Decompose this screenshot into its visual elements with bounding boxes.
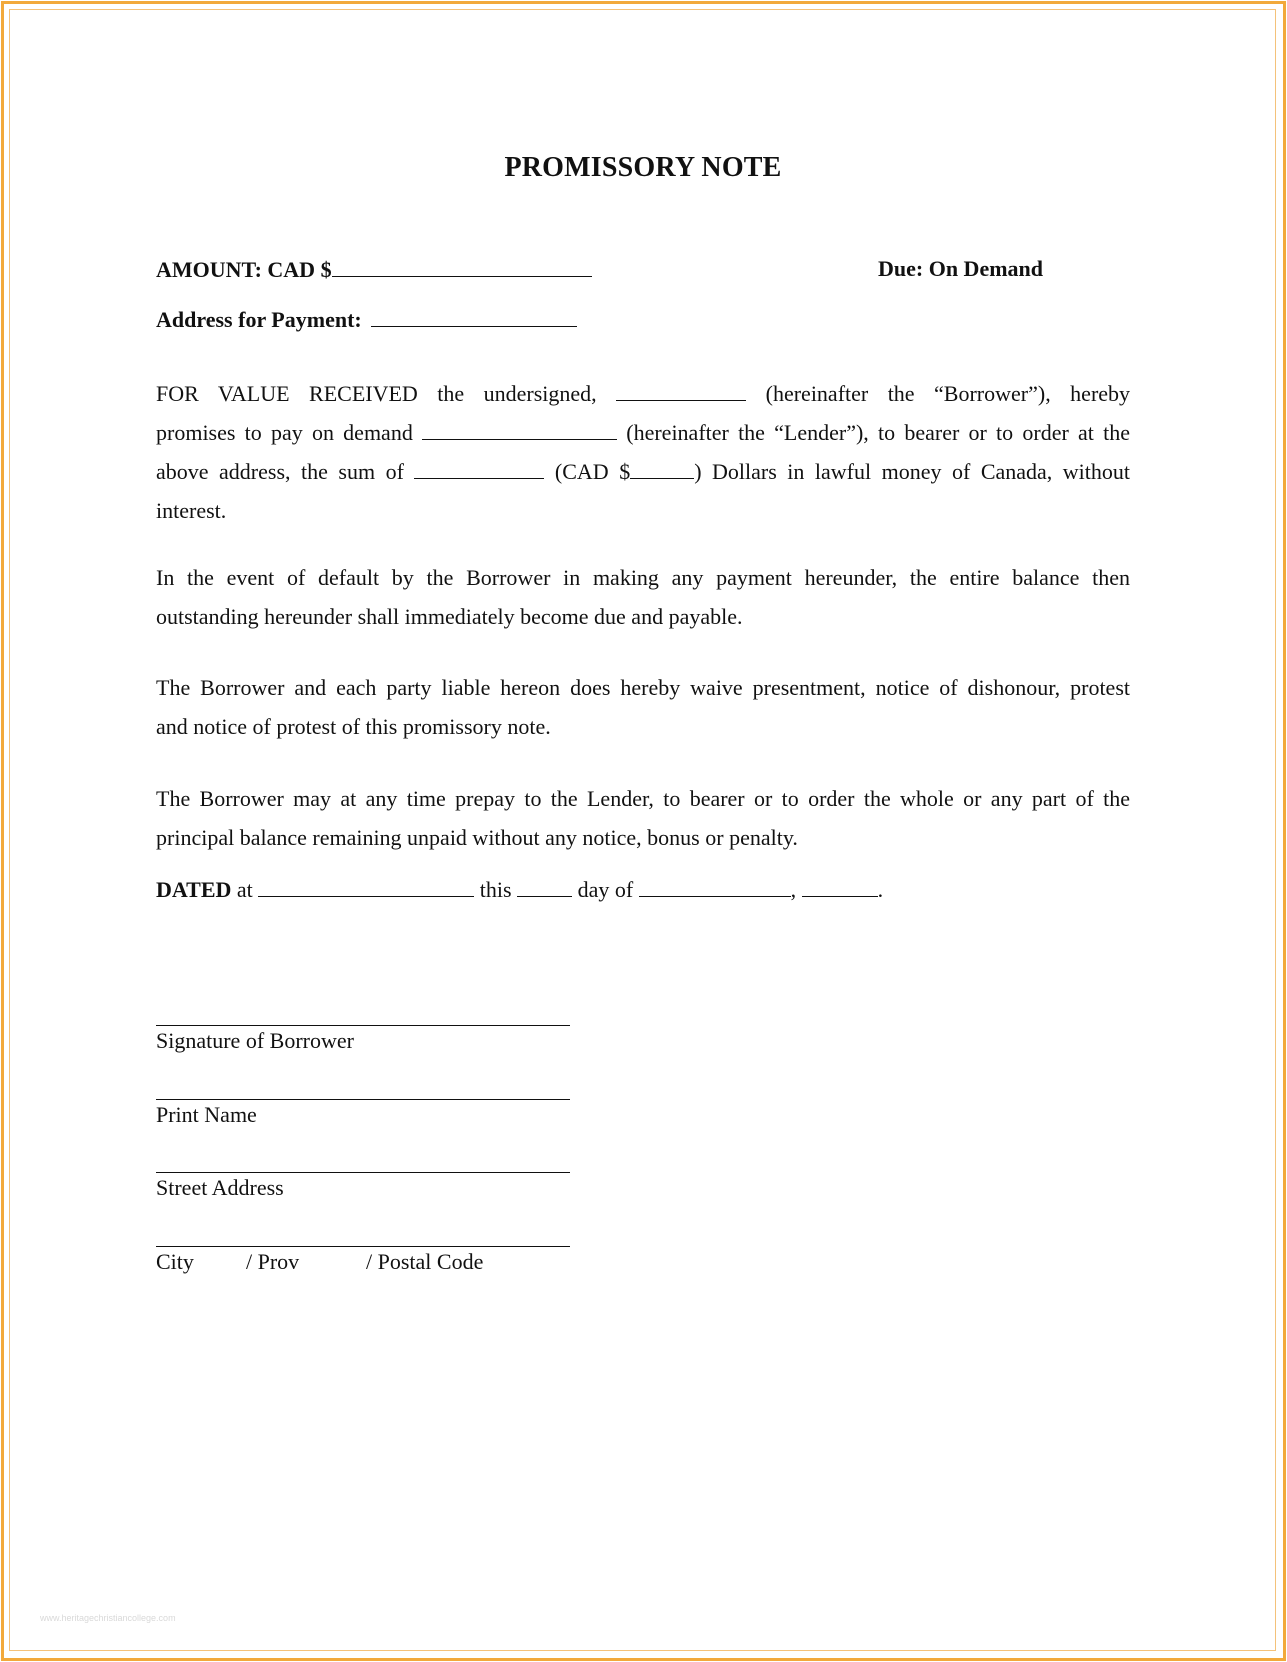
address-blank[interactable] xyxy=(371,306,577,327)
borrower-name-blank[interactable] xyxy=(616,380,746,401)
signature-borrower-block xyxy=(156,1025,570,1054)
city-prov-postal-line[interactable] xyxy=(156,1246,570,1247)
street-address-block xyxy=(156,1172,570,1201)
p1-line4: interest. xyxy=(156,498,227,523)
dated-year-blank[interactable] xyxy=(802,876,878,897)
print-name-block xyxy=(156,1099,570,1128)
due-label: Due: On Demand xyxy=(878,256,1044,281)
dated-line: DATED at this day of , . xyxy=(156,877,884,902)
amount-label: AMOUNT: CAD $ xyxy=(156,257,332,282)
p1-line1: FOR VALUE RECEIVED the undersigned, (hereinafter the “Borrower”), hereby xyxy=(156,381,1131,406)
sum-words-blank[interactable] xyxy=(414,458,544,479)
paragraph-value-received xyxy=(156,374,1130,530)
street-address-label: Street Address xyxy=(156,1175,284,1200)
dated-place-blank[interactable] xyxy=(258,876,474,897)
signature-borrower-label: Signature of Borrower xyxy=(156,1028,354,1053)
document-title: PROMISSORY NOTE xyxy=(504,152,782,183)
amount-blank[interactable] xyxy=(332,256,592,277)
dated-month-blank[interactable] xyxy=(639,876,791,897)
city-prov-postal-block xyxy=(156,1246,570,1275)
paragraph-waiver: The Borrower and each party liable hereon does hereby waive presentment, notice of dishonour, protest and notice of protest of this promissory note. xyxy=(156,675,1130,739)
address-label: Address for Payment: xyxy=(156,307,362,332)
paragraph-default: In the event of default by the Borrower in making any payment hereunder, the entire balance then outstanding hereunder shall immediately become due and payable. xyxy=(156,565,1130,629)
city-prov-postal-label: City / Prov / Postal Code xyxy=(156,1249,484,1274)
print-name-line[interactable] xyxy=(156,1099,570,1100)
p1-line3: above address, the sum of (CAD $ ) Dollars in lawful money of Canada, without xyxy=(156,459,1131,484)
print-name-label: Print Name xyxy=(156,1102,257,1127)
amount-line xyxy=(156,256,592,283)
sum-number-blank[interactable] xyxy=(630,458,694,479)
p1-line2: promises to pay on demand (hereinafter the “Lender”), to bearer or to order at the xyxy=(156,420,1130,445)
street-address-line[interactable] xyxy=(156,1172,570,1173)
watermark-text: www.heritagechristiancollege.com xyxy=(40,1613,176,1623)
dated-day-blank[interactable] xyxy=(517,876,572,897)
paragraph-prepay: The Borrower may at any time prepay to the Lender, to bearer or to order the whole or any part of the principal balance remaining unpaid without any notice, bonus or penalty. xyxy=(156,786,1130,850)
lender-name-blank[interactable] xyxy=(422,419,617,440)
signature-line[interactable] xyxy=(156,1025,570,1026)
address-line xyxy=(156,306,577,333)
